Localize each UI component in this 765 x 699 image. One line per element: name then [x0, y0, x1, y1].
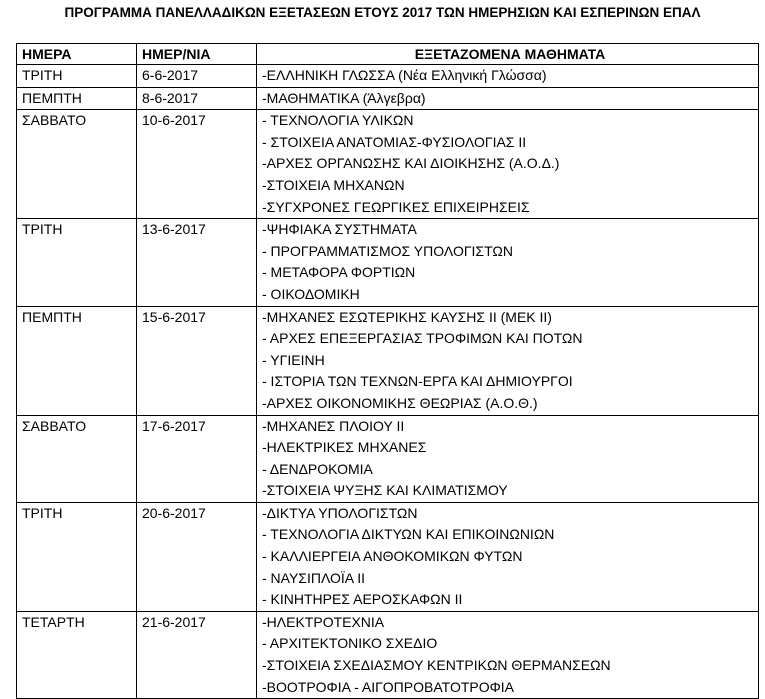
cell-subjects [257, 611, 759, 698]
cell-subjects [257, 65, 759, 88]
cell-subjects [257, 219, 759, 306]
cell-day: ΠΕΜΠΤΗ [17, 306, 137, 415]
subject-item: -ΑΡΧΕΣ ΟΡΓΑΝΩΣΗΣ ΚΑΙ ΔΙΟΙΚΗΣΗΣ (Α.Ο.Δ.) [262, 155, 560, 172]
subject-item: -ΜΗΧΑΝΕΣ ΕΣΩΤΕΡΙΚΗΣ ΚΑΥΣΗΣ ΙΙ (ΜΕΚ ΙΙ) [262, 308, 552, 325]
table-row [17, 611, 759, 698]
table-row [17, 306, 759, 415]
table-body [17, 65, 759, 699]
header-day: ΗΜΕΡΑ [17, 44, 137, 65]
table-row [17, 87, 759, 110]
cell-date: 21-6-2017 [137, 611, 257, 698]
page-title: ΠΡΟΓΡΑΜΜΑ ΠΑΝΕΛΛΑΔΙΚΩΝ ΕΞΕΤΑΣΕΩΝ ΕΤΟΥΣ 2017 ΤΩΝ ΗΜΕΡΗΣΙΩΝ ΚΑΙ ΕΣΠΕΡΙΝΩΝ ΕΠΑΛ [64, 5, 701, 20]
cell-day: ΤΡΙΤΗ [17, 219, 137, 306]
cell-day: ΠΕΜΠΤΗ [17, 87, 137, 110]
subject-item: -ΜΑΘΗΜΑΤΙΚΑ (Άλγεβρα) [262, 89, 426, 106]
subject-item: -ΗΛΕΚΤΡΟΤΕΧΝΙΑ [262, 613, 385, 630]
table-row [17, 415, 759, 502]
subject-item: -ΨΗΦΙΑΚΑ ΣΥΣΤΗΜΑΤΑ [262, 221, 417, 238]
cell-subjects [257, 502, 759, 611]
subject-item: - ΟΙΚΟΔΟΜΙΚΗ [262, 285, 360, 302]
cell-date: 20-6-2017 [137, 502, 257, 611]
cell-day: ΣΑΒΒΑΤΟ [17, 110, 137, 219]
subject-item: - ΙΣΤΟΡΙΑ ΤΩΝ ΤΕΧΝΩΝ-ΕΡΓΑ ΚΑΙ ΔΗΜΙΟΥΡΓΟΙ [262, 373, 573, 390]
cell-subjects [257, 87, 759, 110]
exam-schedule-table [16, 43, 759, 699]
subject-item: - ΤΕΧΝΟΛΟΓΙΑ ΔΙΚΤΥΩΝ ΚΑΙ ΕΠΙΚΟΙΝΩΝΙΩΝ [262, 526, 555, 543]
subject-item: - ΠΡΟΓΡΑΜΜΑΤΙΣΜΟΣ ΥΠΟΛΟΓΙΣΤΩΝ [262, 242, 513, 259]
subject-item: - ΑΡΧΙΤΕΚΤΟΝΙΚΟ ΣΧΕΔΙΟ [262, 635, 438, 652]
table-row [17, 110, 759, 219]
subject-item: -ΣΥΓΧΡΟΝΕΣ ΓΕΩΡΓΙΚΕΣ ΕΠΙΧΕΙΡΗΣΕΙΣ [262, 198, 530, 215]
table-row [17, 65, 759, 88]
subject-item: - ΝΑΥΣΙΠΛΟΪΑ ΙΙ [262, 569, 366, 586]
cell-date: 8-6-2017 [137, 87, 257, 110]
cell-subjects [257, 306, 759, 415]
cell-day: ΤΡΙΤΗ [17, 65, 137, 88]
subject-item: - ΤΕΧΝΟΛΟΓΙΑ ΥΛΙΚΩΝ [262, 112, 414, 129]
subject-item: -ΜΗΧΑΝΕΣ ΠΛΟΙΟΥ ΙΙ [262, 417, 405, 434]
subject-item: -ΕΛΛΗΝΙΚΗ ΓΛΩΣΣΑ (Νέα Ελληνική Γλώσσα) [262, 67, 547, 83]
header-subjects: ΕΞΕΤΑΖΟΜΕΝΑ ΜΑΘΗΜΑΤΑ [257, 44, 759, 65]
cell-date: 6-6-2017 [137, 65, 257, 88]
subject-item: - ΑΡΧΕΣ ΕΠΕΞΕΡΓΑΣΙΑΣ ΤΡΟΦΙΜΩΝ ΚΑΙ ΠΟΤΩΝ [262, 330, 583, 347]
subject-item: -ΒΟΟΤΡΟΦΙΑ - ΑΙΓΟΠΡΟΒΑΤΟΤΡΟΦΙΑ [262, 678, 515, 695]
subject-item: - ΚΙΝΗΤΗΡΕΣ ΑΕΡΟΣΚΑΦΩΝ ΙΙ [262, 591, 463, 608]
subject-item: - ΣΤΟΙΧΕΙΑ ΑΝΑΤΟΜΙΑΣ-ΦΥΣΙΟΛΟΓΙΑΣ ΙΙ [262, 133, 527, 150]
subject-item: - ΥΓΙΕΙΝΗ [262, 351, 325, 368]
subject-item: - ΔΕΝΔΡΟΚΟΜΙΑ [262, 460, 373, 477]
subject-item: - ΚΑΛΛΙΕΡΓΕΙΑ ΑΝΘΟΚΟΜΙΚΩΝ ΦΥΤΩΝ [262, 548, 523, 565]
cell-day: ΤΕΤΑΡΤΗ [17, 611, 137, 698]
subject-item: -ΑΡΧΕΣ ΟΙΚΟΝΟΜΙΚΗΣ ΘΕΩΡΙΑΣ (Α.Ο.Θ.) [262, 394, 538, 411]
cell-date: 15-6-2017 [137, 306, 257, 415]
cell-day: ΣΑΒΒΑΤΟ [17, 415, 137, 502]
table-header-row [17, 44, 759, 65]
subject-item: -ΔΙΚΤΥΑ ΥΠΟΛΟΓΙΣΤΩΝ [262, 504, 418, 521]
cell-date: 17-6-2017 [137, 415, 257, 502]
header-date: ΗΜΕΡ/ΝΙΑ [137, 44, 257, 65]
subject-item: -ΣΤΟΙΧΕΙΑ ΣΧΕΔΙΑΣΜΟΥ ΚΕΝΤΡΙΚΩΝ ΘΕΡΜΑΝΣΕΩΝ [262, 657, 611, 674]
cell-date: 10-6-2017 [137, 110, 257, 219]
subject-item: - ΜΕΤΑΦΟΡΑ ΦΟΡΤΙΩΝ [262, 264, 416, 281]
subject-item: -ΗΛΕΚΤΡΙΚΕΣ ΜΗΧΑΝΕΣ [262, 439, 427, 456]
cell-day: ΤΡΙΤΗ [17, 502, 137, 611]
cell-subjects [257, 415, 759, 502]
table-row [17, 219, 759, 306]
subject-item: -ΣΤΟΙΧΕΙΑ ΨΥΞΗΣ ΚΑΙ ΚΛΙΜΑΤΙΣΜΟΥ [262, 482, 508, 499]
subject-item: -ΣΤΟΙΧΕΙΑ ΜΗΧΑΝΩΝ [262, 176, 405, 193]
cell-date: 13-6-2017 [137, 219, 257, 306]
table-row [17, 502, 759, 611]
cell-subjects [257, 110, 759, 219]
